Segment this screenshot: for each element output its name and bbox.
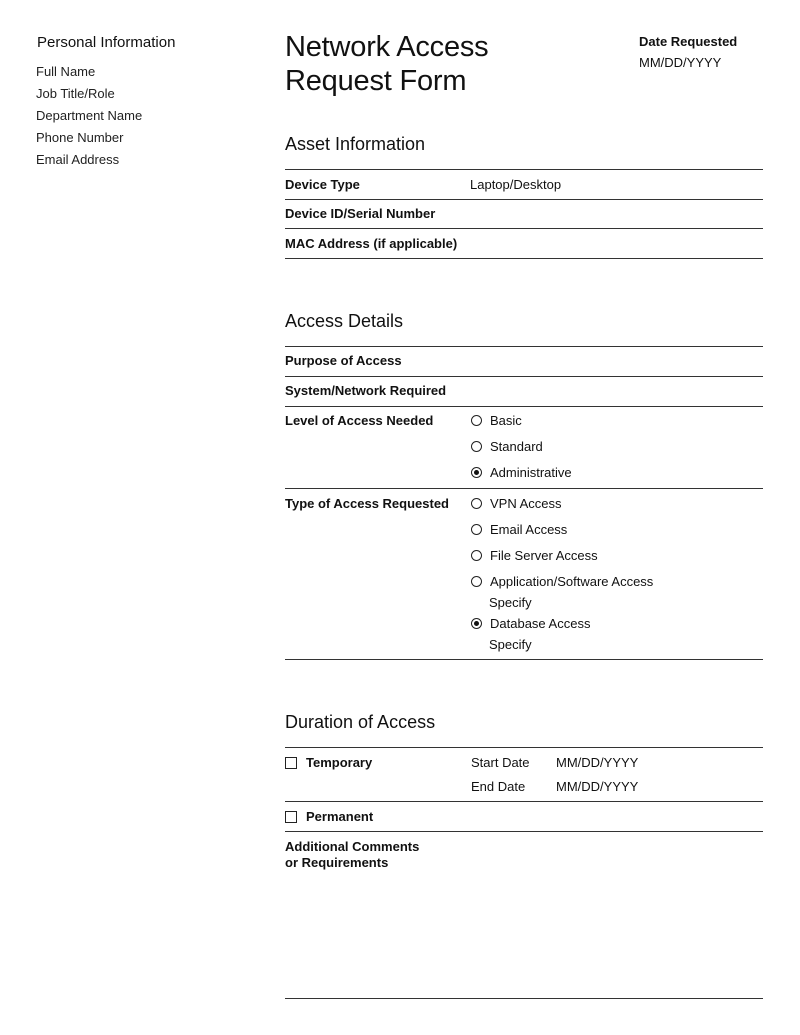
access-type-label: Type of Access Requested <box>285 496 449 511</box>
database-specify-field[interactable]: Specify <box>489 637 532 652</box>
system-label: System/Network Required <box>285 383 447 398</box>
phone-field[interactable]: Phone Number <box>36 130 124 145</box>
radio-button[interactable] <box>471 524 482 535</box>
temporary-checkbox[interactable] <box>285 757 297 769</box>
sidebar-title: Personal Information <box>37 34 176 51</box>
option-label: Email Access <box>490 522 568 537</box>
permanent-label: Permanent <box>306 809 374 824</box>
comments-label-line1: Additional Comments <box>285 839 420 854</box>
department-field[interactable]: Department Name <box>36 108 143 123</box>
access-level-administrative-option[interactable] <box>471 465 572 480</box>
radio-button[interactable] <box>471 576 482 587</box>
permanent-option[interactable] <box>285 809 373 824</box>
option-label: Administrative <box>490 465 572 480</box>
option-label: File Server Access <box>490 548 598 563</box>
divider <box>285 831 763 832</box>
divider <box>285 747 763 748</box>
access-type-database-option[interactable] <box>471 616 590 631</box>
radio-button-selected[interactable] <box>471 467 482 478</box>
access-type-file-server-option[interactable] <box>471 548 598 563</box>
option-label: Application/Software Access <box>490 574 654 589</box>
access-section-title: Access Details <box>285 311 404 331</box>
access-level-standard-option[interactable] <box>471 439 543 454</box>
option-label: Database Access <box>490 616 591 631</box>
comments-label-line2: or Requirements <box>285 855 389 870</box>
divider <box>285 228 763 229</box>
divider <box>285 376 763 377</box>
comments-textarea[interactable] <box>470 840 763 990</box>
start-date-field[interactable]: MM/DD/YYYY <box>556 755 639 770</box>
divider <box>285 199 763 200</box>
access-type-vpn-option[interactable] <box>471 496 562 511</box>
comments-label <box>285 839 419 871</box>
device-type-field[interactable]: Laptop/Desktop <box>470 177 562 192</box>
start-date-label: Start Date <box>471 755 530 770</box>
option-label: VPN Access <box>490 496 562 511</box>
divider <box>285 659 763 660</box>
purpose-label: Purpose of Access <box>285 353 402 368</box>
end-date-field[interactable]: MM/DD/YYYY <box>556 779 639 794</box>
duration-section-title: Duration of Access <box>285 712 436 732</box>
divider <box>285 346 763 347</box>
divider <box>285 258 763 259</box>
option-label: Basic <box>490 413 522 428</box>
divider <box>285 406 763 407</box>
divider <box>285 169 763 170</box>
email-field[interactable]: Email Address <box>36 152 120 167</box>
mac-address-label: MAC Address (if applicable) <box>285 236 458 251</box>
radio-button[interactable] <box>471 441 482 452</box>
device-type-label: Device Type <box>285 177 360 192</box>
access-type-email-option[interactable] <box>471 522 567 537</box>
asset-section-title: Asset Information <box>285 134 426 154</box>
page-title-line1: Network Access <box>285 31 489 63</box>
access-level-basic-option[interactable] <box>471 413 522 428</box>
job-title-field[interactable]: Job Title/Role <box>36 86 115 101</box>
application-specify-field[interactable]: Specify <box>489 595 532 610</box>
permanent-checkbox[interactable] <box>285 811 297 823</box>
page-title <box>285 30 489 98</box>
end-date-label: End Date <box>471 779 526 794</box>
radio-button[interactable] <box>471 498 482 509</box>
full-name-field[interactable]: Full Name <box>36 64 96 79</box>
page-title-line2: Request Form <box>285 65 467 97</box>
divider <box>285 488 763 489</box>
radio-button[interactable] <box>471 550 482 561</box>
radio-button-selected[interactable] <box>471 618 482 629</box>
device-id-label: Device ID/Serial Number <box>285 206 436 221</box>
temporary-option[interactable] <box>285 755 372 770</box>
access-type-application-option[interactable] <box>471 574 653 589</box>
temporary-label: Temporary <box>306 755 373 770</box>
option-label: Standard <box>490 439 543 454</box>
divider <box>285 801 763 802</box>
access-level-label: Level of Access Needed <box>285 413 434 428</box>
radio-button[interactable] <box>471 415 482 426</box>
date-requested-field[interactable]: MM/DD/YYYY <box>639 55 722 70</box>
divider <box>285 998 763 999</box>
date-requested-label: Date Requested <box>639 34 738 49</box>
